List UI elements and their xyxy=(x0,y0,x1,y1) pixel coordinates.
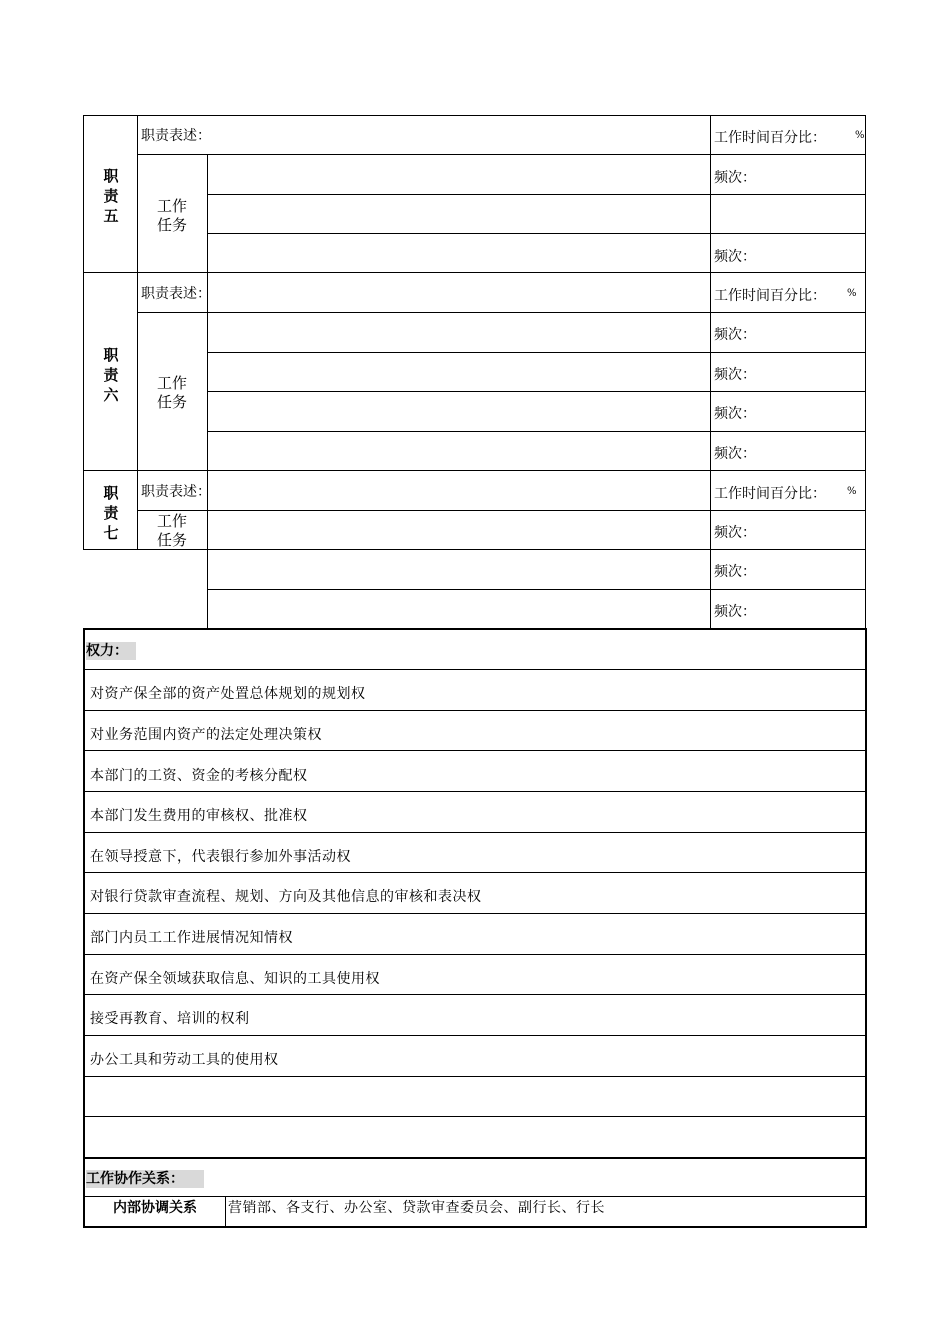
grid-line xyxy=(207,233,866,234)
duty-five-description-label: 职责表述： xyxy=(141,128,211,144)
duty-five-task-label-line1: 工作 xyxy=(156,197,187,215)
power-item-10: 办公工具和劳动工具的使用权 xyxy=(90,1052,279,1068)
duty-seven-time-percent-label: 工作时间百分比： xyxy=(714,486,826,502)
grid-line xyxy=(207,154,208,628)
grid-line xyxy=(83,115,866,116)
power-item-3: 本部门的工资、资金的考核分配权 xyxy=(90,768,308,784)
grid-line xyxy=(207,431,866,432)
duty-five-task-label xyxy=(137,197,207,235)
grid-line xyxy=(83,549,207,550)
grid-line xyxy=(137,312,866,313)
duty-six-task-label-line2: 任务 xyxy=(156,393,187,411)
grid-line xyxy=(207,589,866,590)
duty-seven-description-label: 职责表述： xyxy=(141,484,211,500)
power-item-8: 在资产保全领域获取信息、知识的工具使用权 xyxy=(90,971,380,987)
duty-six-frequency-3: 频次： xyxy=(714,406,756,422)
grid-line xyxy=(865,115,866,628)
duty-five-char-3: 五 xyxy=(103,207,119,225)
grid-line xyxy=(84,1116,866,1117)
internal-coordination-value: 营销部、各支行、办公室、贷款审查委员会、副行长、行长 xyxy=(228,1200,605,1216)
grid-line xyxy=(84,791,866,792)
duty-five-frequency-3: 频次： xyxy=(714,249,756,265)
grid-line xyxy=(83,115,84,549)
grid-line xyxy=(207,352,866,353)
grid-line xyxy=(84,994,866,995)
duty-five-time-percent-label: 工作时间百分比： xyxy=(714,130,826,146)
duty-six-frequency-4: 频次： xyxy=(714,446,756,462)
grid-line xyxy=(207,391,866,392)
grid-line xyxy=(84,872,866,873)
grid-line xyxy=(84,1076,866,1077)
grid-line xyxy=(84,832,866,833)
duty-six-char-1: 职 xyxy=(103,346,119,364)
internal-coordination-label: 内部协调关系 xyxy=(113,1200,197,1216)
grid-line xyxy=(865,628,867,1158)
power-item-1: 对资产保全部的资产处置总体规划的规划权 xyxy=(90,686,366,702)
grid-line xyxy=(83,628,867,630)
duty-six-percent-sign: % xyxy=(847,288,857,299)
duty-five-percent-sign: % xyxy=(855,130,865,141)
power-item-7: 部门内员工工作进展情况知情权 xyxy=(90,930,293,946)
duty-six-description-label: 职责表述： xyxy=(141,286,211,302)
duty-six-char-2: 责 xyxy=(103,366,119,384)
grid-line xyxy=(84,750,866,751)
grid-line xyxy=(207,194,866,195)
grid-line xyxy=(83,1157,867,1159)
duty-seven-label xyxy=(84,483,138,543)
grid-line xyxy=(83,1157,85,1228)
grid-line xyxy=(84,1196,866,1197)
duty-five-frequency-1: 频次： xyxy=(714,170,756,186)
grid-line xyxy=(710,115,711,628)
duty-six-frequency-2: 频次： xyxy=(714,367,756,383)
grid-line xyxy=(137,510,866,511)
duty-six-task-label-line1: 工作 xyxy=(156,374,187,392)
duty-seven-char-1: 职 xyxy=(103,484,119,502)
duty-seven-task-label xyxy=(137,512,207,550)
grid-line xyxy=(207,549,866,550)
grid-line xyxy=(84,710,866,711)
power-item-6: 对银行贷款审查流程、规划、方向及其他信息的审核和表决权 xyxy=(90,889,482,905)
duty-seven-char-2: 责 xyxy=(103,504,119,522)
duty-seven-task-label-line1: 工作 xyxy=(156,512,187,530)
power-item-4: 本部门发生费用的审核权、批准权 xyxy=(90,808,308,824)
grid-line xyxy=(83,1226,867,1228)
grid-line xyxy=(137,115,138,549)
duty-six-time-percent-label: 工作时间百分比： xyxy=(714,288,826,304)
duty-seven-frequency-1: 频次： xyxy=(714,525,756,541)
grid-line xyxy=(225,1196,226,1227)
duty-seven-frequency-3: 频次： xyxy=(714,604,756,620)
duty-seven-char-3: 七 xyxy=(103,524,119,542)
cooperation-title: 工作协作关系： xyxy=(86,1170,204,1188)
duty-six-label xyxy=(84,345,138,405)
grid-line xyxy=(84,669,866,670)
grid-line xyxy=(84,913,866,914)
duty-five-char-1: 职 xyxy=(103,167,119,185)
power-item-2: 对业务范围内资产的法定处理决策权 xyxy=(90,727,322,743)
grid-line xyxy=(137,154,866,155)
grid-line xyxy=(84,1035,866,1036)
powers-title: 权力： xyxy=(86,642,136,660)
grid-line xyxy=(865,1157,867,1228)
duty-seven-percent-sign: % xyxy=(847,486,857,497)
duty-five-label xyxy=(84,166,138,226)
duty-seven-frequency-2: 频次： xyxy=(714,564,756,580)
duty-six-frequency-1: 频次： xyxy=(714,327,756,343)
duty-seven-task-label-line2: 任务 xyxy=(156,531,187,549)
duty-six-task-label xyxy=(137,374,207,412)
grid-line xyxy=(84,954,866,955)
grid-line xyxy=(83,470,866,471)
duty-six-char-3: 六 xyxy=(103,386,119,404)
grid-line xyxy=(83,272,866,273)
duty-five-char-2: 责 xyxy=(103,187,119,205)
grid-line xyxy=(83,628,85,1158)
power-item-5: 在领导授意下，代表银行参加外事活动权 xyxy=(90,849,351,865)
power-item-9: 接受再教育、培训的权利 xyxy=(90,1011,250,1027)
duty-five-task-label-line2: 任务 xyxy=(156,216,187,234)
